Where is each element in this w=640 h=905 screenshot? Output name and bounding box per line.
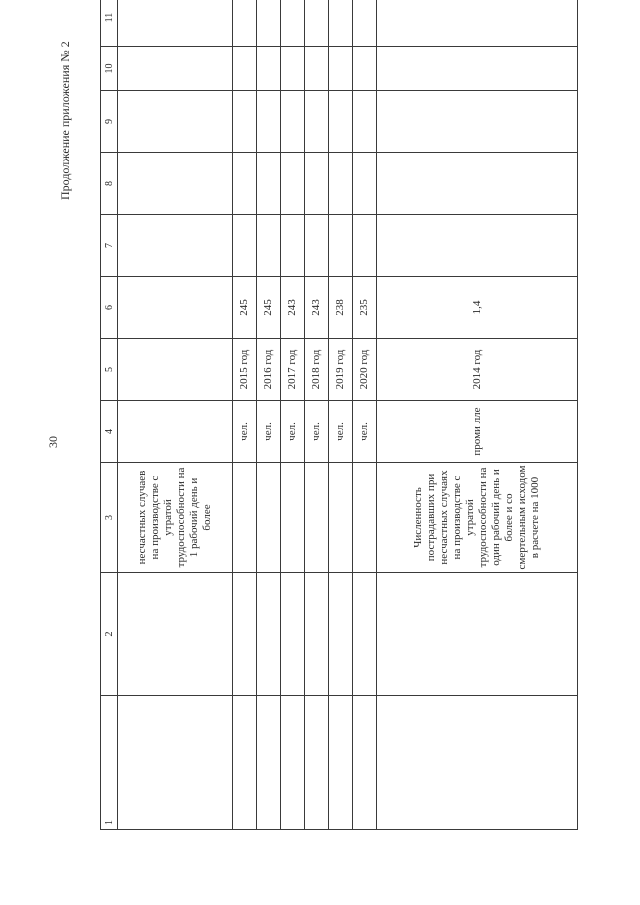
cell-empty <box>118 91 233 153</box>
value-cell: 238 <box>329 277 353 339</box>
cell-empty <box>257 215 281 277</box>
year-cell: 2014 год <box>377 339 578 401</box>
column-header: 7 <box>101 215 118 277</box>
cell-empty <box>329 47 353 91</box>
cell-empty <box>118 0 233 47</box>
unit-cell: проми лле <box>377 401 578 463</box>
cell-empty <box>281 47 305 91</box>
cell-empty <box>118 696 233 830</box>
cell-empty <box>353 463 377 573</box>
table-row <box>118 0 233 830</box>
cell-empty <box>329 153 353 215</box>
cell-empty <box>281 153 305 215</box>
year-cell: 2017 год <box>281 339 305 401</box>
year-cell: 2020 год <box>353 339 377 401</box>
indicator-name: Численность пострадавших при несчастных случаях на производстве с утратой трудоспособности на один рабочий день и более и со смертельным исходом в расчете на 1000 <box>412 465 541 570</box>
cell-empty <box>329 696 353 830</box>
page-number: 30 <box>46 436 60 448</box>
year-cell: 2019 год <box>329 339 353 401</box>
cell-empty <box>233 47 257 91</box>
column-header: 1 <box>101 696 118 830</box>
cell-empty <box>257 47 281 91</box>
cell-empty <box>353 573 377 696</box>
table-row <box>329 0 353 830</box>
cell-empty <box>118 277 233 339</box>
cell-empty <box>329 0 353 47</box>
cell-empty <box>353 91 377 153</box>
cell-empty <box>377 573 578 696</box>
column-header: 9 <box>101 91 118 153</box>
cell-empty <box>377 696 578 830</box>
column-header: 4 <box>101 401 118 463</box>
cell-empty <box>257 0 281 47</box>
value-cell: 243 <box>305 277 329 339</box>
cell-empty <box>305 215 329 277</box>
appendix-continuation-note: Продолжение приложения № 2 <box>58 41 72 200</box>
unit-cell: чел. <box>281 401 305 463</box>
cell-empty <box>353 215 377 277</box>
cell-empty <box>118 47 233 91</box>
cell-empty <box>257 91 281 153</box>
cell-empty <box>353 153 377 215</box>
cell-empty <box>233 0 257 47</box>
column-header: 8 <box>101 153 118 215</box>
cell-empty <box>353 0 377 47</box>
cell-empty <box>257 696 281 830</box>
unit-cell: чел. <box>305 401 329 463</box>
cell-empty <box>118 215 233 277</box>
value-cell: 245 <box>233 277 257 339</box>
unit-cell: чел. <box>353 401 377 463</box>
cell-empty <box>118 339 233 401</box>
cell-empty <box>118 573 233 696</box>
value-cell: 235 <box>353 277 377 339</box>
cell-empty <box>377 215 578 277</box>
indicator-name-cell <box>377 463 578 573</box>
cell-empty <box>281 0 305 47</box>
cell-empty <box>281 215 305 277</box>
cell-empty <box>257 573 281 696</box>
indicators-table-container <box>100 12 578 830</box>
cell-empty <box>257 463 281 573</box>
cell-empty <box>281 573 305 696</box>
cell-empty <box>305 91 329 153</box>
cell-empty <box>118 153 233 215</box>
cell-empty <box>353 696 377 830</box>
unit-cell: чел. <box>257 401 281 463</box>
cell-empty <box>281 463 305 573</box>
unit-cell: чел. <box>329 401 353 463</box>
value-cell: 245 <box>257 277 281 339</box>
cell-empty <box>233 573 257 696</box>
indicator-name-cell <box>118 463 233 573</box>
cell-empty <box>233 153 257 215</box>
cell-empty <box>233 215 257 277</box>
indicator-name: несчастных случаев на производстве с утратой трудоспособности на 1 рабочий день и более <box>136 467 213 568</box>
table-row <box>305 0 329 830</box>
table-row <box>377 0 578 830</box>
indicators-table <box>100 0 578 830</box>
cell-empty <box>377 0 578 47</box>
column-header: 10 <box>101 47 118 91</box>
year-cell: 2018 год <box>305 339 329 401</box>
cell-empty <box>329 215 353 277</box>
table-row <box>281 0 305 830</box>
cell-empty <box>329 91 353 153</box>
year-cell: 2016 год <box>257 339 281 401</box>
cell-empty <box>377 91 578 153</box>
cell-empty <box>305 47 329 91</box>
cell-empty <box>257 153 281 215</box>
column-number-row <box>101 0 118 830</box>
column-header: 2 <box>101 573 118 696</box>
column-header: 5 <box>101 339 118 401</box>
cell-empty <box>233 463 257 573</box>
cell-empty <box>305 573 329 696</box>
table-row <box>233 0 257 830</box>
cell-empty <box>305 153 329 215</box>
cell-empty <box>305 696 329 830</box>
value-cell: 243 <box>281 277 305 339</box>
table-row <box>257 0 281 830</box>
cell-empty <box>233 696 257 830</box>
column-header: 11 <box>101 0 118 47</box>
cell-empty <box>329 573 353 696</box>
cell-empty <box>377 153 578 215</box>
column-header: 6 <box>101 277 118 339</box>
unit-cell: чел. <box>233 401 257 463</box>
value-cell: 1,4 <box>377 277 578 339</box>
cell-empty <box>305 0 329 47</box>
column-header: 3 <box>101 463 118 573</box>
cell-empty <box>118 401 233 463</box>
cell-empty <box>281 91 305 153</box>
cell-empty <box>233 91 257 153</box>
table-row <box>353 0 377 830</box>
cell-empty <box>329 463 353 573</box>
cell-empty <box>281 696 305 830</box>
year-cell: 2015 год <box>233 339 257 401</box>
cell-empty <box>377 47 578 91</box>
cell-empty <box>305 463 329 573</box>
cell-empty <box>353 47 377 91</box>
